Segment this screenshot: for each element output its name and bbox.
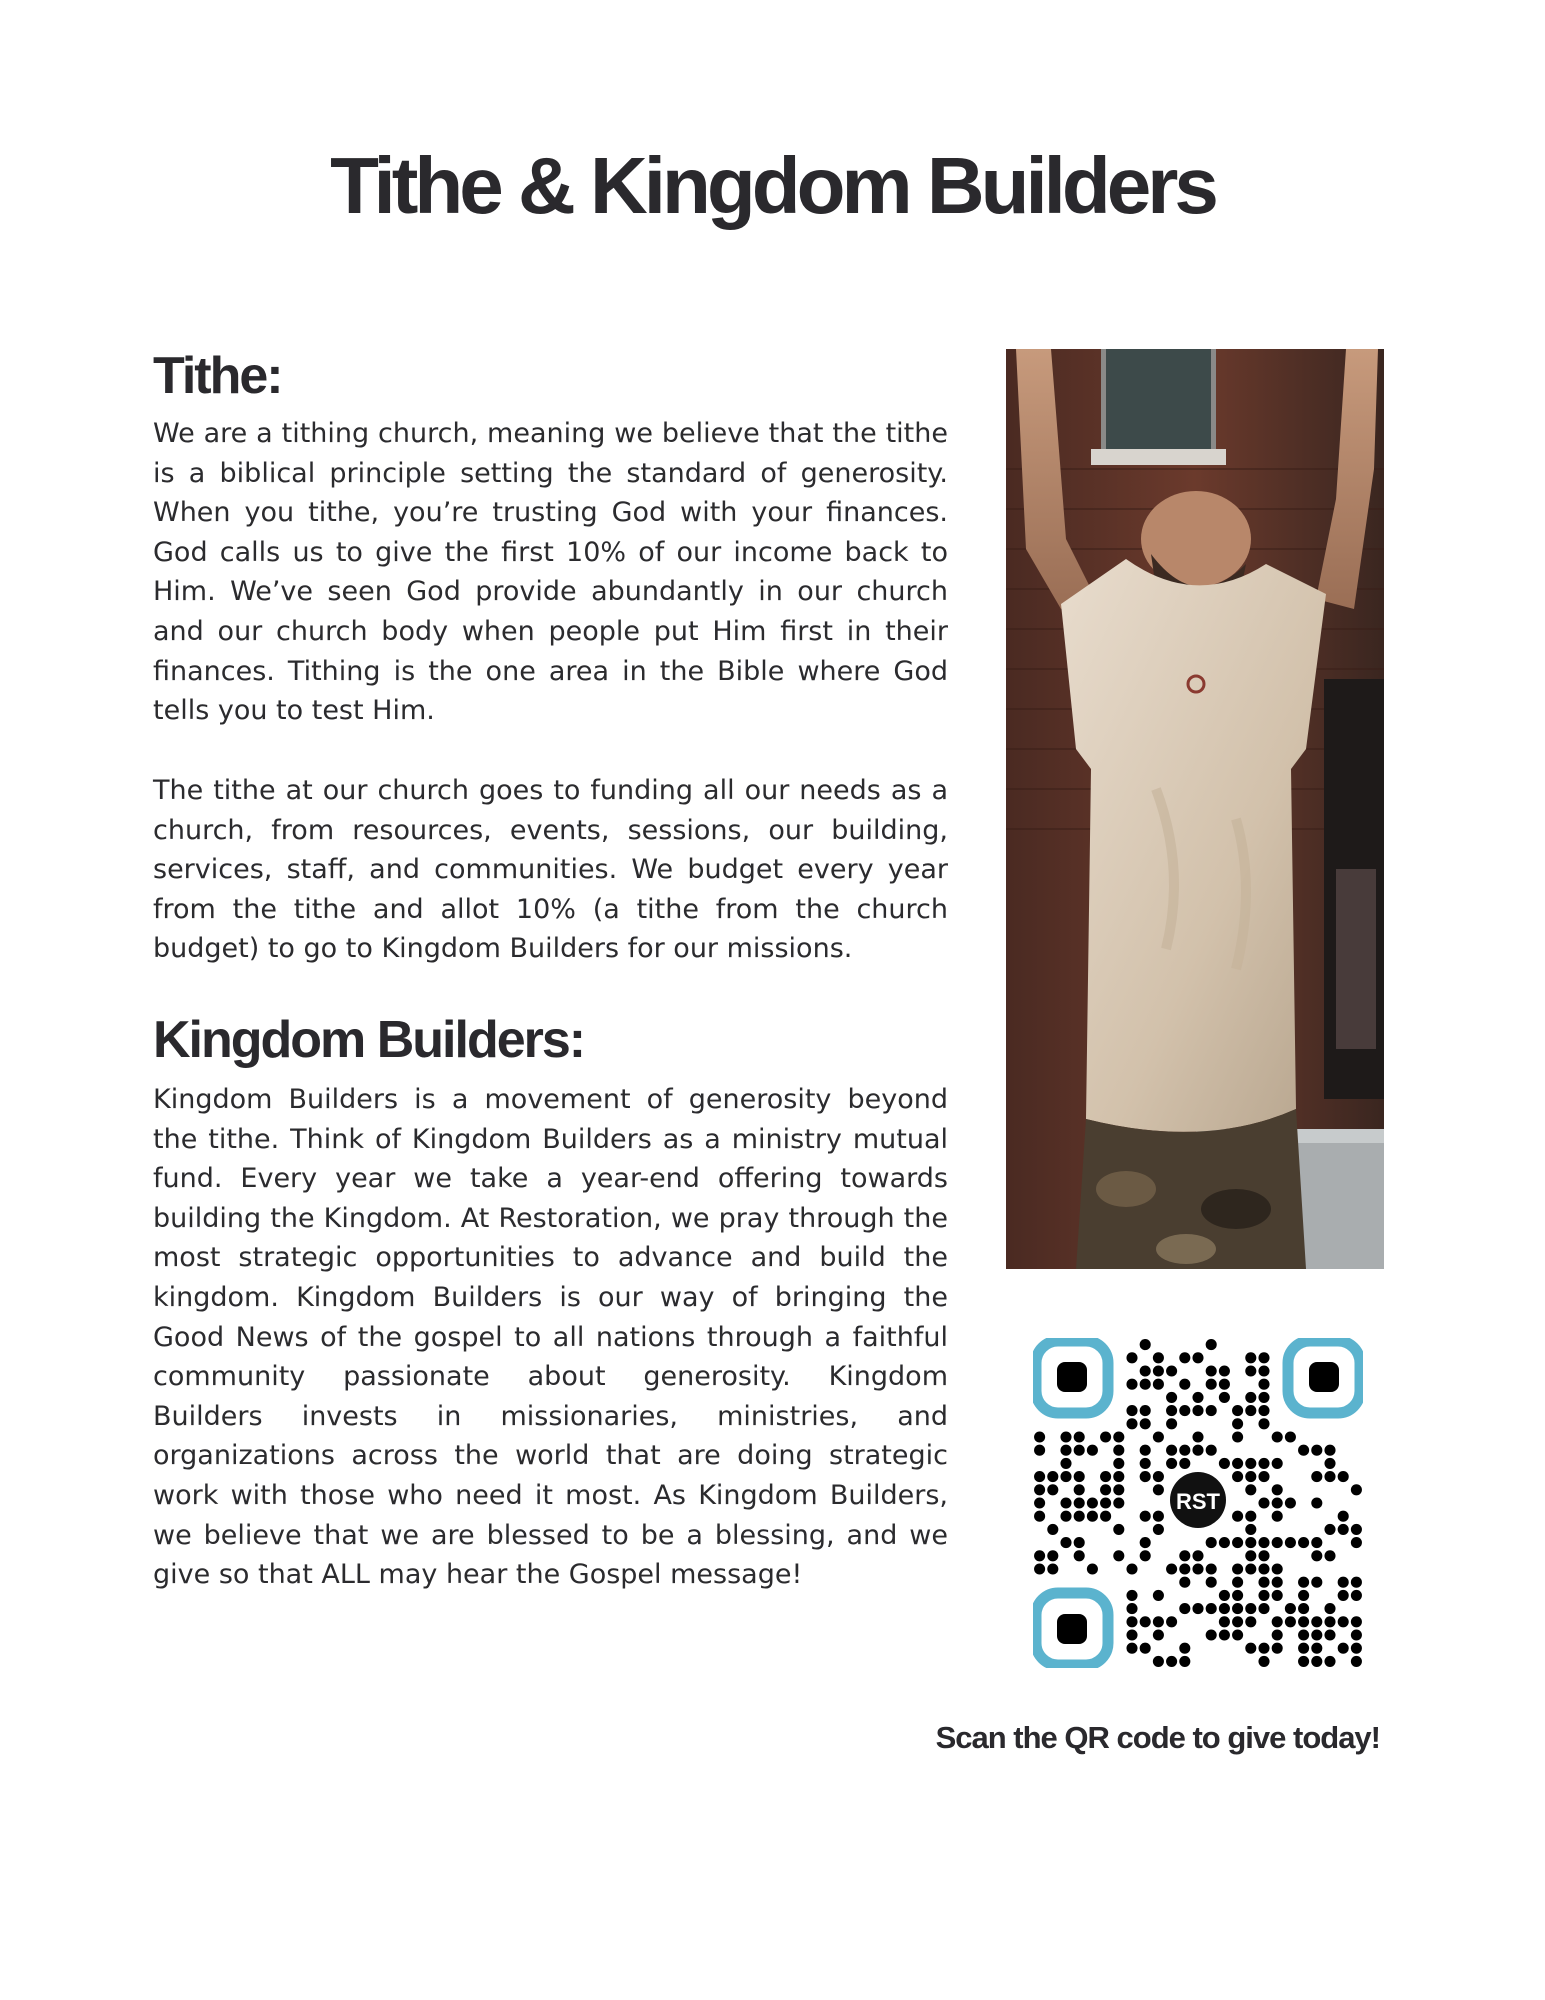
qr-module [1311,1656,1322,1667]
qr-module [1298,1603,1309,1614]
qr-module [1285,1431,1296,1442]
qr-module [1179,1550,1190,1561]
tithe-paragraph-2: The tithe at our church goes to funding all our needs as a church, from resources, events, sessions, our building, services, staff, and communities. We budget every year from the tithe and allot 10% (a tithe from the church budget) to go to Kingdom Builders for our missions. [153,775,948,965]
qr-module [1245,1616,1256,1627]
tithe-heading: Tithe: [153,347,282,405]
qr-module [1087,1511,1098,1522]
qr-module [1258,1590,1269,1601]
qr-module [1126,1643,1137,1654]
qr-module [1140,1445,1151,1456]
qr-module [1034,1550,1045,1561]
qr-module [1034,1471,1045,1482]
qr-module [1140,1471,1151,1482]
qr-module [1166,1445,1177,1456]
qr-module [1232,1471,1243,1482]
qr-module [1192,1405,1203,1416]
qr-module [1311,1550,1322,1561]
qr-module [1113,1524,1124,1535]
qr-module [1074,1511,1085,1522]
qr-module [1047,1484,1058,1495]
qr-module [1298,1445,1309,1456]
qr-module [1074,1497,1085,1508]
qr-module [1206,1537,1217,1548]
qr-module [1272,1511,1283,1522]
qr-module [1034,1563,1045,1574]
qr-module [1324,1458,1335,1469]
qr-module [1179,1656,1190,1667]
qr-finder-top-right [1288,1341,1360,1413]
qr-module [1219,1392,1230,1403]
qr-module [1153,1379,1164,1390]
qr-module [1047,1471,1058,1482]
qr-module [1285,1616,1296,1627]
qr-module [1285,1537,1296,1548]
qr-module [1232,1405,1243,1416]
qr-module [1140,1405,1151,1416]
qr-module [1245,1537,1256,1548]
qr-module [1166,1392,1177,1403]
qr-module [1298,1537,1309,1548]
qr-module [1192,1550,1203,1561]
qr-module [1232,1603,1243,1614]
qr-module [1351,1643,1362,1654]
qr-module [1272,1431,1283,1442]
qr-module [1140,1616,1151,1627]
qr-module [1074,1550,1085,1561]
qr-module [1206,1603,1217,1614]
qr-module [1126,1563,1137,1574]
qr-module [1245,1458,1256,1469]
qr-module [1258,1497,1269,1508]
qr-module [1047,1550,1058,1561]
qr-module [1272,1577,1283,1588]
qr-module [1258,1643,1269,1654]
qr-module [1206,1365,1217,1376]
qr-module [1272,1629,1283,1640]
qr-module [1351,1524,1362,1535]
qr-module [1324,1629,1335,1640]
qr-module [1272,1616,1283,1627]
qr-module [1074,1537,1085,1548]
qr-module [1232,1616,1243,1627]
qr-module [1258,1365,1269,1376]
qr-module [1232,1511,1243,1522]
qr-module [1153,1590,1164,1601]
qr-module [1192,1431,1203,1442]
qr-module [1311,1497,1322,1508]
give-qr-code[interactable] [1033,1338,1363,1668]
qr-module [1179,1405,1190,1416]
qr-module [1140,1379,1151,1390]
qr-module [1087,1497,1098,1508]
qr-module [1298,1577,1309,1588]
page-title: Tithe & Kingdom Builders [330,141,1215,230]
qr-module [1179,1577,1190,1588]
qr-module [1087,1445,1098,1456]
qr-module [1192,1352,1203,1363]
qr-module [1140,1511,1151,1522]
tithe-paragraph-1: We are a tithing church, meaning we believe that the tithe is a biblical principle setting the standard of generosity. When you tithe, you’re trusting God with your finances. God calls us to give the first 10% of our income back to Him. We’ve seen God provide abundantly in our church and our church body when people put Him first in their finances. Tithing is the one area in the Bible where God tells you to test Him. [153,418,948,727]
qr-module [1126,1352,1137,1363]
qr-module [1113,1484,1124,1495]
qr-module [1179,1379,1190,1390]
qr-module [1126,1590,1137,1601]
qr-module [1100,1497,1111,1508]
qr-module [1272,1458,1283,1469]
qr-module [1338,1616,1349,1627]
qr-module [1047,1563,1058,1574]
qr-module [1232,1431,1243,1442]
qr-module [1206,1563,1217,1574]
qr-module [1192,1603,1203,1614]
qr-module [1272,1497,1283,1508]
qr-module [1179,1458,1190,1469]
qr-module [1258,1656,1269,1667]
qr-module [1206,1577,1217,1588]
qr-module [1232,1537,1243,1548]
qr-module [1179,1643,1190,1654]
qr-module [1100,1484,1111,1495]
qr-module [1272,1484,1283,1495]
qr-module [1245,1603,1256,1614]
qr-module [1258,1577,1269,1588]
qr-module [1245,1563,1256,1574]
qr-module [1351,1616,1362,1627]
qr-module [1219,1629,1230,1640]
qr-module [1206,1405,1217,1416]
qr-module [1166,1418,1177,1429]
qr-module [1324,1445,1335,1456]
qr-module [1153,1484,1164,1495]
qr-module [1206,1445,1217,1456]
qr-module [1047,1524,1058,1535]
qr-module [1060,1431,1071,1442]
qr-module [1258,1471,1269,1482]
qr-module [1219,1616,1230,1627]
qr-module [1153,1524,1164,1535]
qr-module [1153,1616,1164,1627]
qr-module [1179,1445,1190,1456]
qr-module [1351,1629,1362,1640]
qr-module [1272,1563,1283,1574]
qr-module [1192,1445,1203,1456]
qr-module [1060,1445,1071,1456]
qr-module [1060,1458,1071,1469]
qr-module [1206,1379,1217,1390]
qr-module [1074,1431,1085,1442]
qr-module [1166,1365,1177,1376]
qr-module [1245,1392,1256,1403]
qr-module [1166,1616,1177,1627]
qr-module [1153,1431,1164,1442]
qr-module [1034,1497,1045,1508]
qr-module [1311,1616,1322,1627]
qr-module [1219,1379,1230,1390]
qr-module [1060,1497,1071,1508]
qr-module [1219,1603,1230,1614]
qr-module [1245,1550,1256,1561]
kingdom-builders-heading: Kingdom Builders: [153,1011,585,1069]
qr-module [1126,1603,1137,1614]
qr-module [1324,1616,1335,1627]
qr-module [1113,1497,1124,1508]
qr-module [1140,1339,1151,1350]
qr-module [1126,1379,1137,1390]
qr-module [1166,1656,1177,1667]
qr-module [1324,1603,1335,1614]
qr-module [1258,1603,1269,1614]
qr-module [1338,1577,1349,1588]
qr-module [1324,1550,1335,1561]
qr-module [1338,1511,1349,1522]
qr-module [1113,1458,1124,1469]
qr-module [1338,1643,1349,1654]
qr-module [1258,1392,1269,1403]
qr-module [1060,1537,1071,1548]
qr-module [1232,1629,1243,1640]
qr-module [1060,1471,1071,1482]
qr-module [1351,1484,1362,1495]
qr-module [1140,1365,1151,1376]
qr-module [1126,1418,1137,1429]
qr-module [1153,1365,1164,1376]
qr-module [1074,1445,1085,1456]
qr-module [1311,1537,1322,1548]
qr-module [1206,1339,1217,1350]
qr-module [1113,1471,1124,1482]
qr-module [1087,1563,1098,1574]
qr-module [1060,1511,1071,1522]
qr-finder-bottom-left [1036,1593,1108,1665]
qr-module [1311,1643,1322,1654]
qr-module [1311,1629,1322,1640]
qr-module [1153,1511,1164,1522]
qr-module [1258,1405,1269,1416]
qr-module [1311,1471,1322,1482]
qr-module [1338,1524,1349,1535]
kingdom-builders-paragraph: Kingdom Builders is a movement of generosity beyond the tithe. Think of Kingdom Builders as a ministry mutual fund. Every year we take a year-end offering towards building the Kingdom. At Restoration, we pray through the most strategic opportunities to advance and build the kingdom. Kingdom Builders is our way of bringing the Good News of the gospel to all nations through a faithful community passionate about generosity. Kingdom Builders invests in missionaries, ministries, and organizations across the world that are doing strategic work with those who need it most. As Kingdom Builders, we believe that we are blessed to be a blessing, and we give so that ALL may hear the Gospel message! [153,1084,948,1591]
qr-module [1285,1603,1296,1614]
qr-module [1113,1445,1124,1456]
qr-module [1272,1590,1283,1601]
qr-module [1258,1418,1269,1429]
qr-module [1351,1537,1362,1548]
qr-module [1311,1445,1322,1456]
qr-module [1232,1590,1243,1601]
qr-module [1298,1656,1309,1667]
qr-module [1126,1629,1137,1640]
qr-module [1232,1577,1243,1588]
qr-module [1140,1643,1151,1654]
qr-module [1113,1550,1124,1561]
qr-module [1140,1418,1151,1429]
qr-module [1311,1577,1322,1588]
qr-module [1245,1365,1256,1376]
qr-module [1245,1471,1256,1482]
qr-module [1166,1405,1177,1416]
qr-module [1219,1365,1230,1376]
qr-caption: Scan the QR code to give today! [935,1720,1380,1755]
qr-module [1232,1458,1243,1469]
qr-module [1324,1524,1335,1535]
qr-module [1100,1471,1111,1482]
qr-module [1192,1392,1203,1403]
qr-module [1258,1458,1269,1469]
qr-module [1258,1379,1269,1390]
qr-center-logo: RST [1176,1489,1220,1514]
qr-module [1153,1656,1164,1667]
qr-module [1324,1656,1335,1667]
baptism-photo [1006,349,1384,1269]
qr-module [1100,1511,1111,1522]
qr-module [1140,1458,1151,1469]
qr-module [1272,1643,1283,1654]
qr-module [1179,1603,1190,1614]
qr-module [1074,1471,1085,1482]
qr-module [1113,1431,1124,1442]
qr-module [1338,1590,1349,1601]
qr-module [1034,1484,1045,1495]
qr-module [1245,1484,1256,1495]
qr-module [1245,1511,1256,1522]
qr-module [1126,1405,1137,1416]
qr-module [1166,1563,1177,1574]
qr-module [1034,1511,1045,1522]
qr-module [1298,1590,1309,1601]
qr-module [1245,1352,1256,1363]
qr-module [1285,1497,1296,1508]
qr-module [1298,1643,1309,1654]
qr-module [1338,1471,1349,1482]
qr-module [1258,1352,1269,1363]
qr-module [1034,1431,1045,1442]
qr-module [1232,1563,1243,1574]
qr-module [1351,1656,1362,1667]
qr-module [1272,1537,1283,1548]
qr-module [1219,1537,1230,1548]
qr-module [1100,1431,1111,1442]
qr-module [1351,1590,1362,1601]
qr-module [1034,1445,1045,1456]
qr-module [1074,1484,1085,1495]
qr-module [1298,1629,1309,1640]
qr-module [1219,1590,1230,1601]
qr-module [1245,1524,1256,1535]
qr-module [1245,1405,1256,1416]
qr-module [1258,1550,1269,1561]
qr-module [1192,1563,1203,1574]
qr-module [1166,1458,1177,1469]
qr-module [1258,1563,1269,1574]
qr-module [1258,1537,1269,1548]
qr-module [1140,1550,1151,1561]
qr-module [1153,1352,1164,1363]
qr-module [1245,1643,1256,1654]
qr-finder-top-left [1036,1341,1108,1413]
qr-module [1324,1471,1335,1482]
qr-module [1140,1537,1151,1548]
qr-module [1232,1418,1243,1429]
qr-module [1206,1629,1217,1640]
qr-module [1219,1458,1230,1469]
qr-module [1153,1629,1164,1640]
qr-module [1179,1563,1190,1574]
qr-module [1351,1577,1362,1588]
qr-module [1179,1352,1190,1363]
qr-module [1298,1616,1309,1627]
qr-module [1126,1616,1137,1627]
qr-module [1153,1471,1164,1482]
